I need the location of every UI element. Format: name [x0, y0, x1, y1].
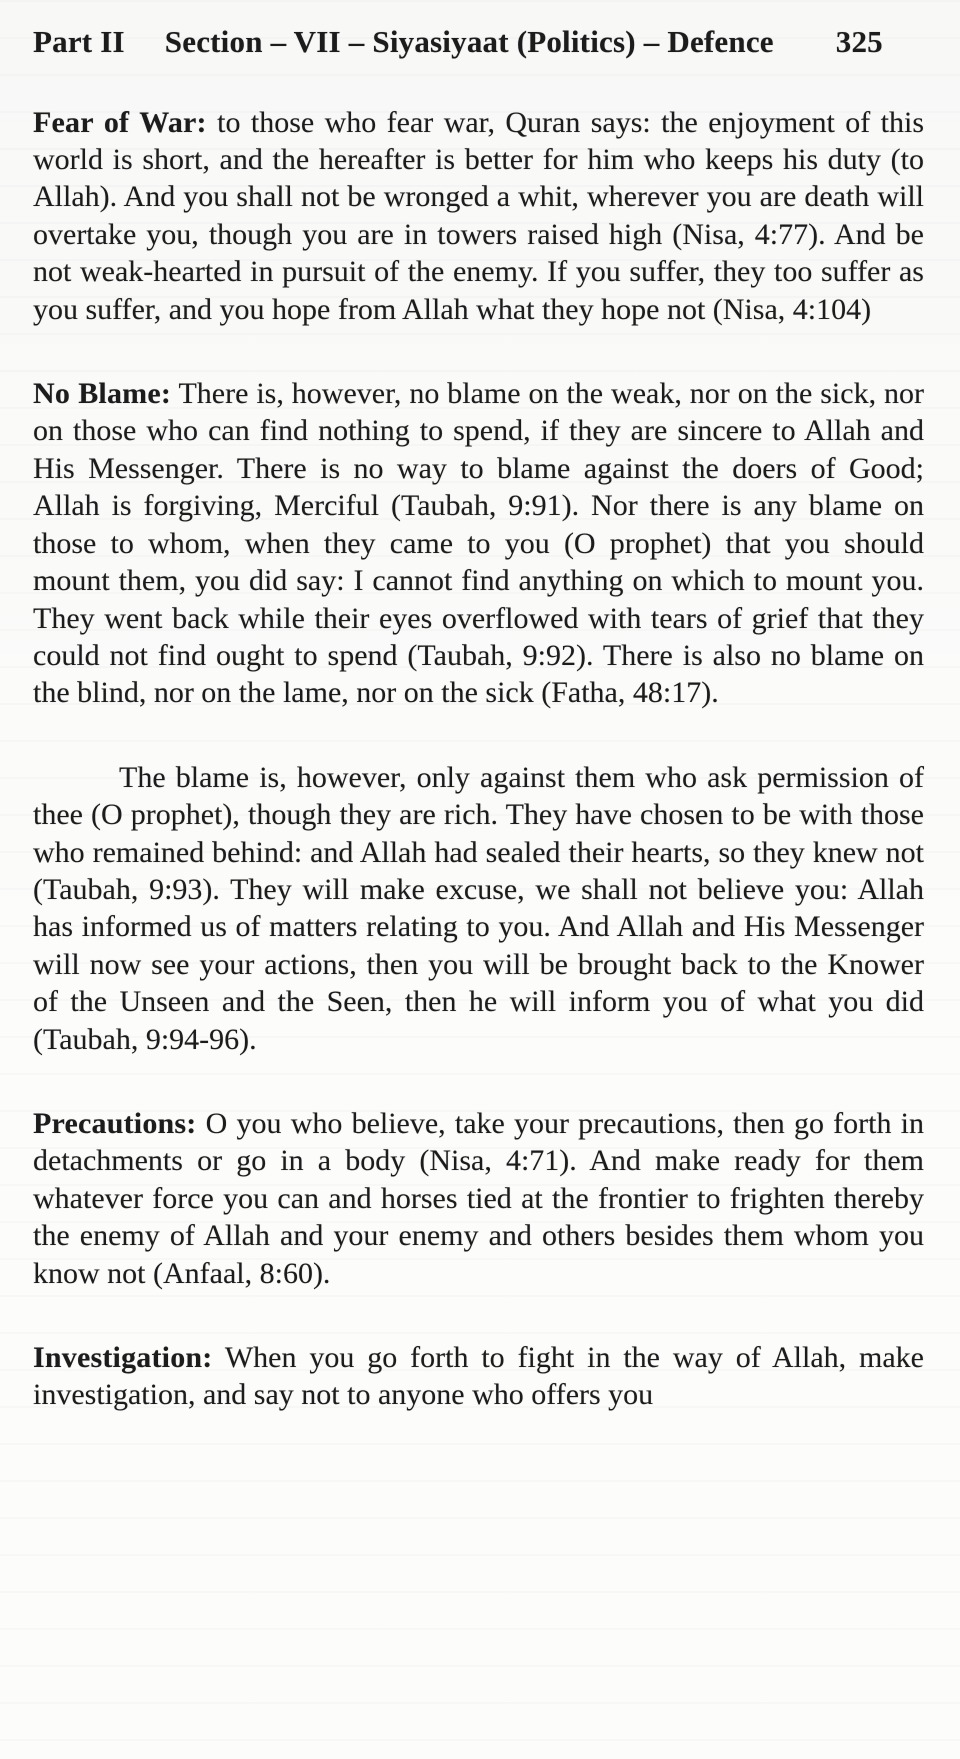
paragraph-lead: Precautions:	[33, 1106, 197, 1140]
paragraph-text: O you who believe, take your precautions, then go forth in detachments or go in a body (Nisa, 4:71). And make ready for them whatever force you can and horses tied at the frontier to frighten thereby the enemy of Allah and your enemy and others besides them whom you know not (Anfaal, 8:60).	[33, 1106, 924, 1290]
paragraph-text: When you go forth to fight in the way of Allah, make investigation, and say not to anyone who offers you	[33, 1341, 924, 1412]
page-body	[33, 104, 924, 1414]
page-number: 325	[835, 24, 883, 59]
paragraph-precautions	[33, 1105, 924, 1292]
paragraph-no-blame	[33, 375, 924, 712]
header-section-title: Section – VII – Siyasiyaat (Politics) – Defence	[164, 24, 774, 59]
page-header	[33, 24, 924, 60]
paragraph-investigation	[33, 1339, 924, 1414]
header-part-label: Part II	[33, 24, 125, 59]
paragraph-the-blame	[33, 759, 924, 1058]
paragraph-text: There is, however, no blame on the weak, nor on the sick, nor on those who can find nothing to spend, if they are sincere to Allah and His Messenger. There is no way to blame against the doers of Good; Allah is forgiving, Merciful (Taubah, 9:91). Nor there is any blame on those to whom, when they came to you (O prophet) that you should mount them, you did say: I cannot find anything on which to mount you. They went back while their eyes overflowed with tears of grief that they could not find ought to spend (Taubah, 9:92). There is also no blame on the blind, nor on the lame, nor on the sick (Fatha, 48:17).	[33, 377, 925, 710]
paragraph-text: to those who fear war, Quran says: the enjoyment of this world is short, and the hereafter is better for him who keeps his duty (to Allah). And you shall not be wronged a whit, wherever you are death will overtake you, though you are in towers raised high (Nisa, 4:77). And be not weak-hearted in pursuit of the enemy. If you suffer, they too suffer as you suffer, and you hope from Allah what they hope not (Nisa, 4:104)	[33, 105, 924, 326]
paragraph-text: The blame is, however, only against them who ask permission of thee (O prophet), though they are rich. They have chosen to be with those who remained behind: and Allah had sealed their hearts, so they knew not (Taubah, 9:93). They will make excuse, we shall not believe you: Allah has informed us of matters relating to you. And Allah and His Messenger will now see your actions, then you will be brought back to the Knower of the Unseen and the Seen, then he will inform you of what you did (Taubah, 9:94-96).	[33, 760, 924, 1056]
paragraph-lead: Investigation:	[33, 1341, 213, 1375]
paragraph-lead: No Blame:	[33, 377, 172, 411]
paragraph-lead: Fear of War:	[33, 105, 207, 139]
paragraph-fear-of-war	[33, 104, 924, 328]
